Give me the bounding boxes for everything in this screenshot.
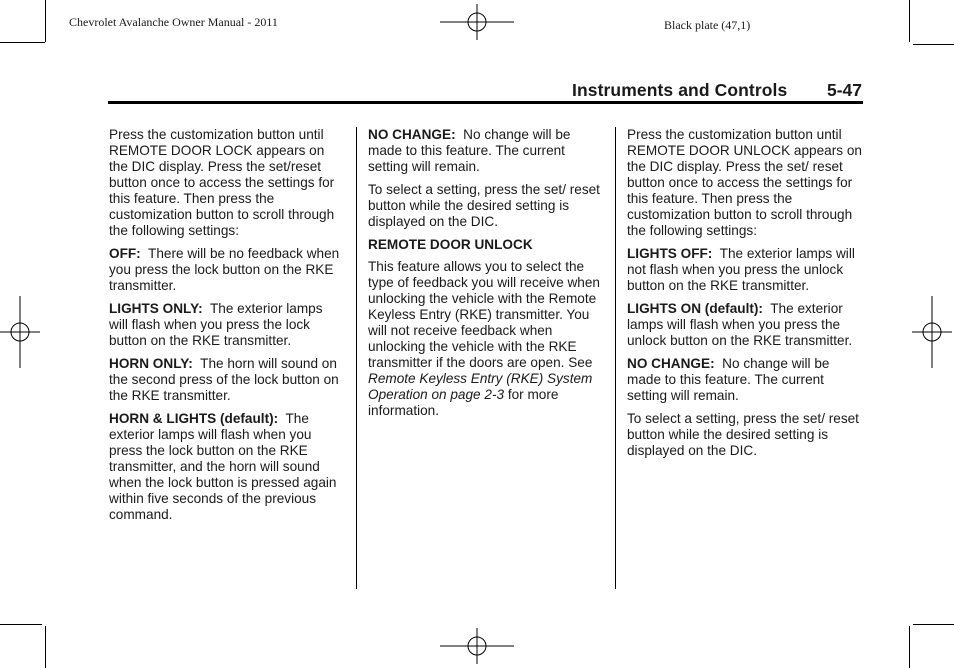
setting-no-change — [627, 356, 863, 404]
setting-label: LIGHTS OFF: — [627, 246, 713, 261]
crop-mark — [909, 0, 910, 42]
cross-reference-link[interactable]: Remote Keyless Entry (RKE) System Operation on page 2-3 — [368, 371, 593, 402]
paragraph-text: This feature allows you to select the type of feedback you will receive when unlocking the vehicle with the Remote Keyless Entry (RKE) transmitter. You will not receive feedback when unlocking the vehicle with the RKE transmitter if the doors are open. See — [368, 259, 600, 370]
setting-label: NO CHANGE: — [627, 356, 715, 371]
crop-mark — [913, 624, 954, 625]
crop-mark — [45, 0, 46, 42]
setting-label: HORN & LIGHTS (default): — [109, 411, 279, 426]
setting-text: No change will be made to this feature. The current setting will remain. — [627, 356, 830, 403]
setting-text: There will be no feedback when you press the lock button on the RKE transmitter. — [109, 246, 340, 293]
column-1 — [109, 127, 345, 530]
section-title: Instruments and Controls — [572, 80, 788, 100]
column-3 — [627, 127, 863, 466]
setting-text: The exterior lamps will flash when you press the lock button on the RKE transmitter, and the horn will sound when the lock button is pressed again within five seconds of the previous command. — [109, 411, 337, 522]
setting-lights-only — [109, 301, 345, 349]
setting-text: No change will be made to this feature. The current setting will remain. — [368, 127, 571, 174]
paragraph: Press the customization button until REMOTE DOOR UNLOCK appears on the DIC display. Press the set/ reset button once to access the settings for this feature. Then press the customization button to scroll through the following settings: — [627, 127, 862, 238]
setting-horn-lights — [109, 411, 345, 523]
crop-mark — [0, 42, 45, 43]
paragraph: To select a setting, press the set/ reset button while the desired setting is displayed on the DIC. — [368, 182, 600, 229]
page-number: 5-47 — [827, 80, 863, 100]
crop-mark — [45, 626, 46, 668]
registration-mark-right — [912, 296, 952, 368]
setting-text: The horn will sound on the second press of the lock button on the RKE transmitter. — [109, 356, 339, 403]
paragraph-text: for more information. — [368, 387, 559, 418]
setting-lights-on — [627, 301, 863, 349]
registration-mark-top — [440, 4, 514, 40]
crop-mark — [909, 626, 910, 668]
setting-lights-off — [627, 246, 863, 294]
setting-text: The exterior lamps will flash when you press the lock button on the RKE transmitter. — [109, 301, 323, 348]
registration-mark-bottom — [440, 628, 514, 664]
setting-label: LIGHTS ON (default): — [627, 301, 763, 316]
manual-title: Chevrolet Avalanche Owner Manual - 2011 — [69, 15, 278, 29]
column-divider — [615, 127, 616, 589]
setting-text: The exterior lamps will flash when you press the unlock button on the RKE transmitter. — [627, 301, 853, 348]
setting-label: HORN ONLY: — [109, 356, 193, 371]
setting-horn-only — [109, 356, 345, 404]
setting-label: NO CHANGE: — [368, 127, 456, 142]
crop-mark — [0, 624, 42, 625]
crop-mark — [913, 44, 954, 45]
paragraph: Press the customization button until REMOTE DOOR LOCK appears on the DIC display. Press the set/reset button once to access the settings for this feature. Then press the customization button to scroll through the following settings: — [109, 127, 335, 238]
registration-mark-left — [0, 296, 40, 368]
paragraph: To select a setting, press the set/ reset button while the desired setting is displayed on the DIC. — [627, 411, 859, 458]
setting-text: The exterior lamps will not flash when you press the unlock button on the RKE transmitter. — [627, 246, 855, 293]
column-2 — [368, 127, 604, 426]
setting-label: LIGHTS ONLY: — [109, 301, 203, 316]
plate-label: Black plate (47,1) — [664, 18, 751, 32]
subsection-heading: REMOTE DOOR UNLOCK — [368, 237, 533, 252]
column-divider — [356, 127, 357, 589]
setting-off — [109, 246, 345, 294]
setting-no-change — [368, 127, 604, 175]
setting-label: OFF: — [109, 246, 141, 261]
header-rule — [108, 101, 863, 104]
paragraph — [368, 259, 604, 419]
